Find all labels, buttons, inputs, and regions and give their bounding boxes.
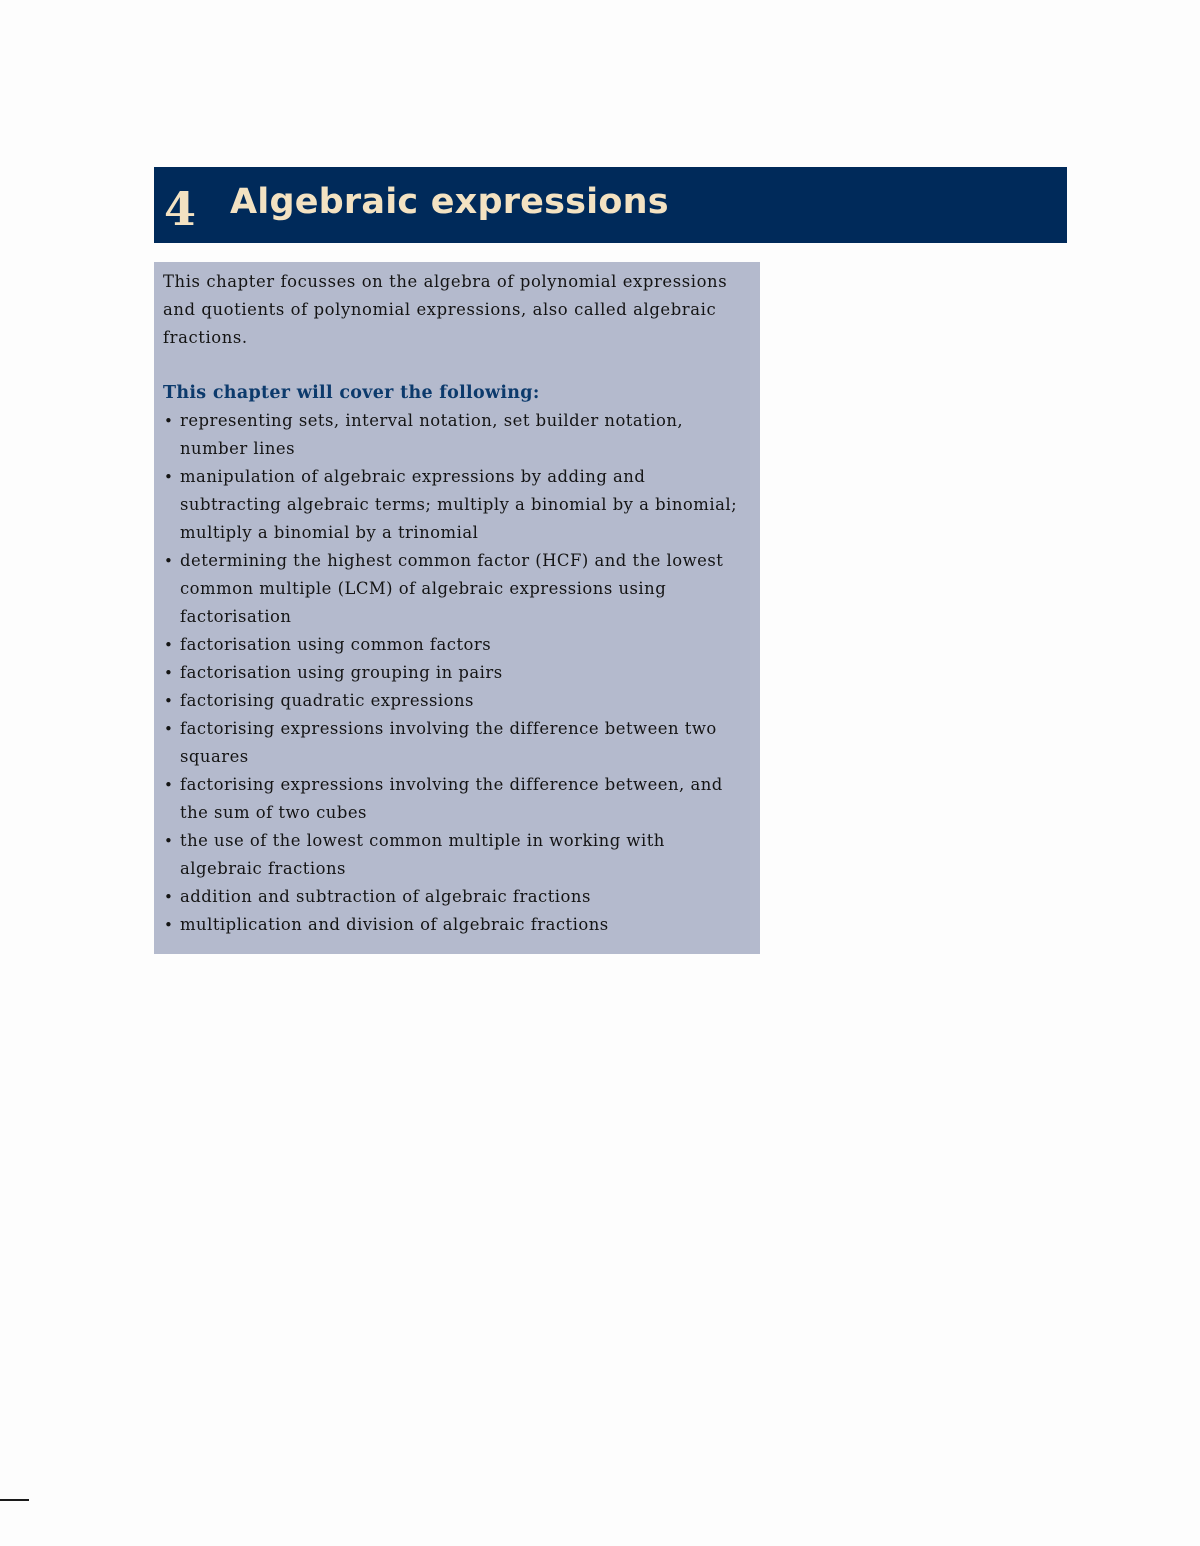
bullet-icon: • bbox=[164, 412, 174, 430]
topic-item bbox=[163, 659, 750, 687]
topic-item bbox=[163, 715, 750, 771]
topic-text: manipulation of algebraic expressions by adding and subtracting algebraic terms; multiply a binomial by a binomial; multiply a binomial by a trinomial bbox=[180, 467, 738, 542]
bullet-icon: • bbox=[164, 552, 174, 570]
topic-text: addition and subtraction of algebraic fractions bbox=[180, 887, 591, 906]
topic-list bbox=[163, 407, 750, 939]
topic-item bbox=[163, 771, 750, 827]
topic-item bbox=[163, 463, 750, 547]
bullet-icon: • bbox=[164, 720, 174, 738]
chapter-number: 4 bbox=[164, 182, 197, 236]
topic-text: representing sets, interval notation, set builder notation, number lines bbox=[180, 411, 684, 458]
topic-text: factorising expressions involving the difference between, and the sum of two cubes bbox=[180, 775, 723, 822]
topic-item bbox=[163, 547, 750, 631]
topic-text: the use of the lowest common multiple in working with algebraic fractions bbox=[180, 831, 665, 878]
topic-text: multiplication and division of algebraic fractions bbox=[180, 915, 609, 934]
bullet-icon: • bbox=[164, 916, 174, 934]
topic-item bbox=[163, 883, 750, 911]
bullet-icon: • bbox=[164, 664, 174, 682]
topic-item bbox=[163, 911, 750, 939]
topic-text: determining the highest common factor (HCF) and the lowest common multiple (LCM) of algebraic expressions using factorisation bbox=[180, 551, 724, 626]
topic-item bbox=[163, 407, 750, 463]
topic-item bbox=[163, 687, 750, 715]
topic-item bbox=[163, 827, 750, 883]
topic-text: factorising quadratic expressions bbox=[180, 691, 474, 710]
chapter-title: Algebraic expressions bbox=[230, 182, 669, 222]
bullet-icon: • bbox=[164, 888, 174, 906]
chapter-banner bbox=[154, 167, 1067, 243]
bullet-icon: • bbox=[164, 776, 174, 794]
topic-item bbox=[163, 631, 750, 659]
chapter-summary-box bbox=[154, 262, 760, 954]
bullet-icon: • bbox=[164, 692, 174, 710]
bullet-icon: • bbox=[164, 832, 174, 850]
topic-text: factorisation using common factors bbox=[180, 635, 492, 654]
topic-text: factorisation using grouping in pairs bbox=[180, 663, 503, 682]
bullet-icon: • bbox=[164, 636, 174, 654]
page-edge-rule bbox=[0, 1499, 29, 1501]
chapter-intro: This chapter focusses on the algebra of polynomial expressions and quotients of polynomial expressions, also called algebraic fractions. bbox=[163, 272, 728, 347]
topic-text: factorising expressions involving the difference between two squares bbox=[180, 719, 717, 766]
coverage-heading: This chapter will cover the following: bbox=[163, 383, 540, 403]
bullet-icon: • bbox=[164, 468, 174, 486]
